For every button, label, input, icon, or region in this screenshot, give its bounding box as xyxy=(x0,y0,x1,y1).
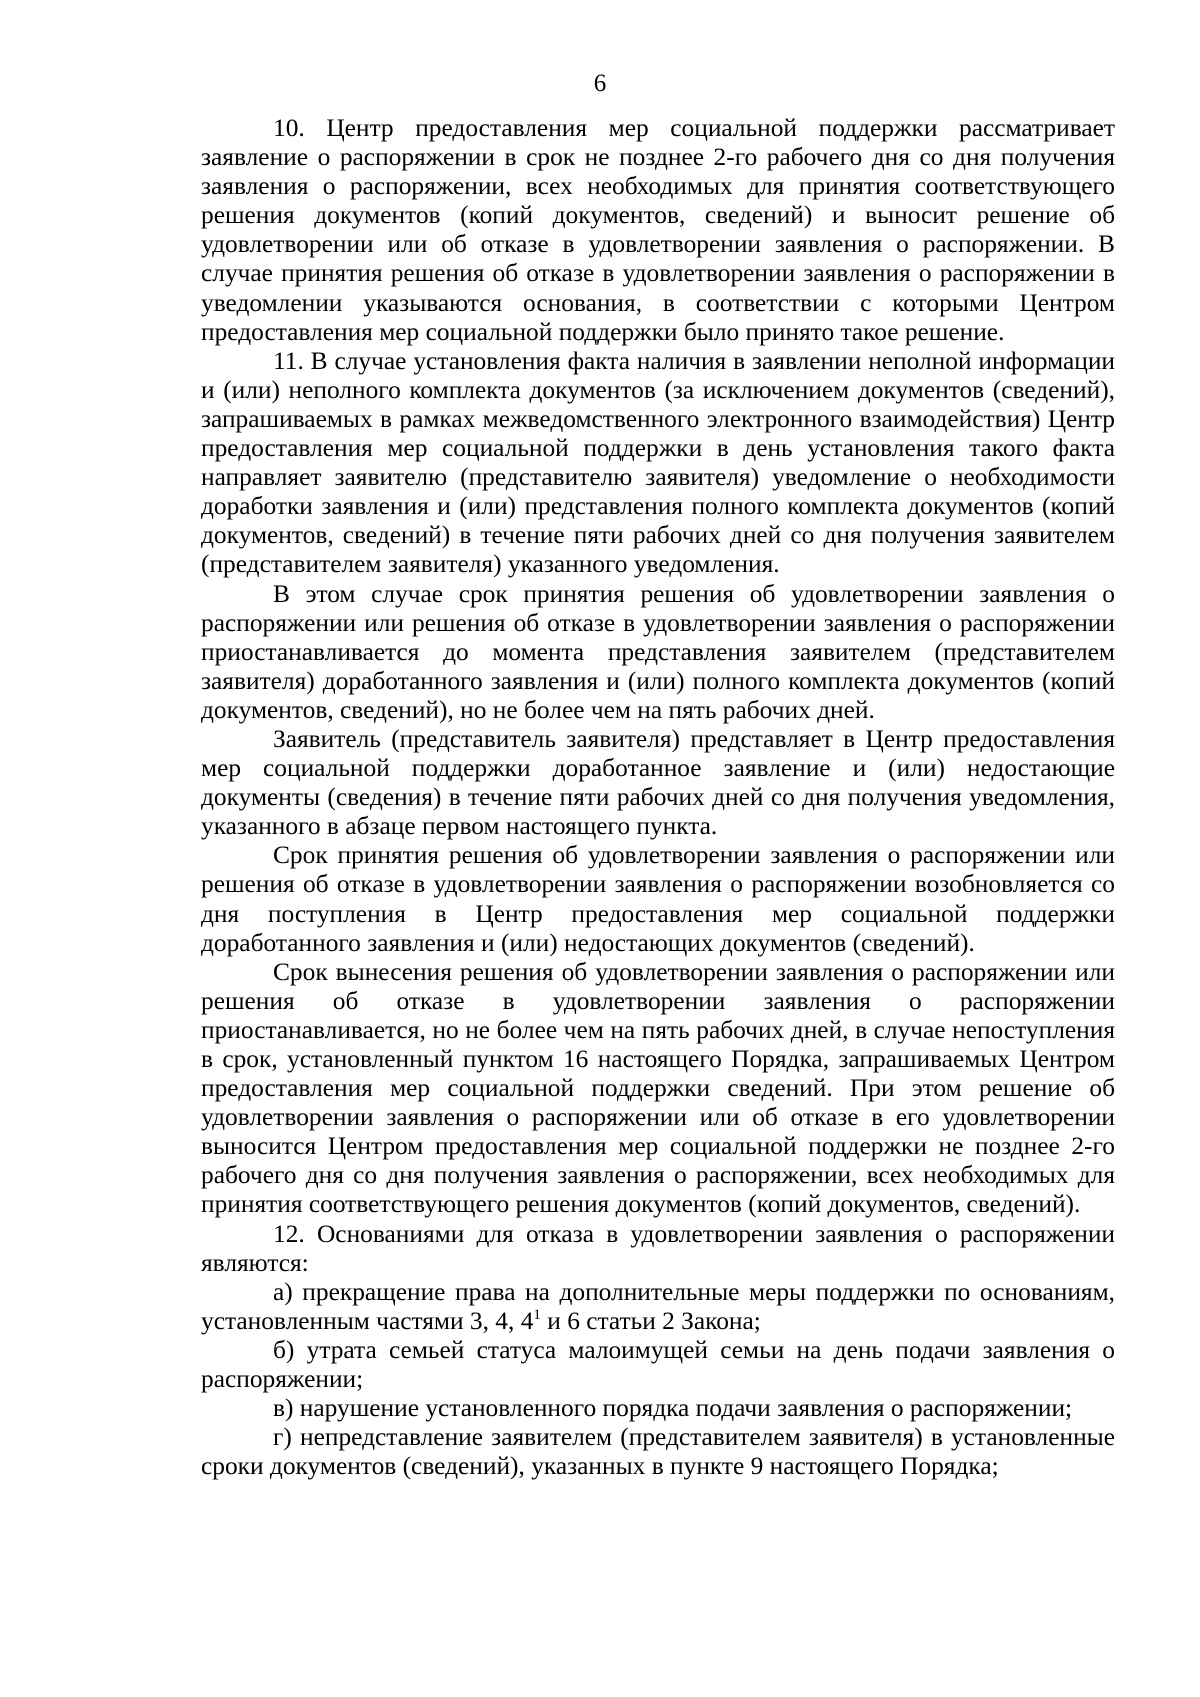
list-item-a-tail: и 6 статьи 2 Закона; xyxy=(540,1306,761,1335)
list-item-a xyxy=(201,1278,1115,1336)
paragraph-11-decision-term: Срок вынесения решения об удовлетворении заявления о распоряжении или решения об отказе в удовлетворении заявления о распоряжении приостанавливается, но не более чем на пять рабочих дней, в случае непоступления в срок, установленный пунктом 16 настоящего Порядка, запрашиваемых Центром предоставления мер социальной поддержки сведений. При этом решение об удовлетворении заявления о распоряжении или об отказе в его удовлетворении выносится Центром предоставления мер социальной поддержки не позднее 2-го рабочего дня со дня получения заявления о распоряжении, всех необходимых для принятия соответствующего решения документов (копий документов, сведений). xyxy=(201,957,1115,1219)
paragraph-11: 11. В случае установления факта наличия в заявлении неполной информации и (или) неполного комплекта документов (за исключением документов (сведений), запрашиваемых в рамках межведомственного электронного взаимодействия) Центр предоставления мер социальной поддержки в день установления такого факта направляет заявителю (представителю заявителя) уведомление о необходимости доработки заявления и (или) представления полного комплекта документов (копий документов, сведений) в течение пяти рабочих дней со дня получения заявителем (представителем заявителя) указанного уведомления. xyxy=(201,346,1115,579)
list-item-c: в) нарушение установленного порядка подачи заявления о распоряжении; xyxy=(273,1394,1073,1423)
list-item-b: б) утрата семьей статуса малоимущей семьи на день подачи заявления о распоряжении; xyxy=(201,1335,1115,1394)
list-item-d: г) непредставление заявителем (представителем заявителя) в установленные сроки документов (сведений), указанных в пункте 9 настоящего Порядка; xyxy=(201,1423,1115,1481)
superscript: 1 xyxy=(533,1306,541,1323)
list-item-a-text: а) прекращение права на дополнительные меры поддержки по основаниям, установленным частями 3, 4, 4 xyxy=(201,1277,1115,1335)
page-number: 6 xyxy=(593,70,607,97)
paragraph-11-resumption: Срок принятия решения об удовлетворении заявления о распоряжении или решения об отказе в удовлетворении заявления о распоряжении возобновляется со дня поступления в Центр предоставления мер социальной поддержки доработанного заявления и (или) недостающих документов (сведений). xyxy=(201,841,1115,957)
paragraph-10: 10. Центр предоставления мер социальной поддержки рассматривает заявление о распоряжении в срок не позднее 2-го рабочего дня со дня получения заявления о распоряжении, всех необходимых для принятия соответствующего решения документов (копий документов, сведений) и выносит решение об удовлетворении или об отказе в удовлетворении заявления о распоряжении. В случае принятия решения об отказе в удовлетворении заявления о распоряжении в уведомлении указываются основания, в соответствии с которыми Центром предоставления мер социальной поддержки было принято такое решение. xyxy=(201,114,1115,346)
paragraph-11-applicant: Заявитель (представитель заявителя) представляет в Центр предоставления мер социальной поддержки доработанное заявление и (или) недостающие документы (сведения) в течение пяти рабочих дней со дня получения уведомления, указанного в абзаце первом настоящего пункта. xyxy=(201,724,1115,841)
paragraph-12: 12. Основаниями для отказа в удовлетворении заявления о распоряжении являются: xyxy=(201,1219,1115,1277)
paragraph-11-suspension: В этом случае срок принятия решения об удовлетворении заявления о распоряжении или решения об отказе в удовлетворении заявления о распоряжении приостанавливается до момента представления заявителем (представителем заявителя) доработанного заявления и (или) полного комплекта документов (копий документов, сведений), но не более чем на пять рабочих дней. xyxy=(201,579,1115,724)
document-body xyxy=(201,114,1115,1481)
